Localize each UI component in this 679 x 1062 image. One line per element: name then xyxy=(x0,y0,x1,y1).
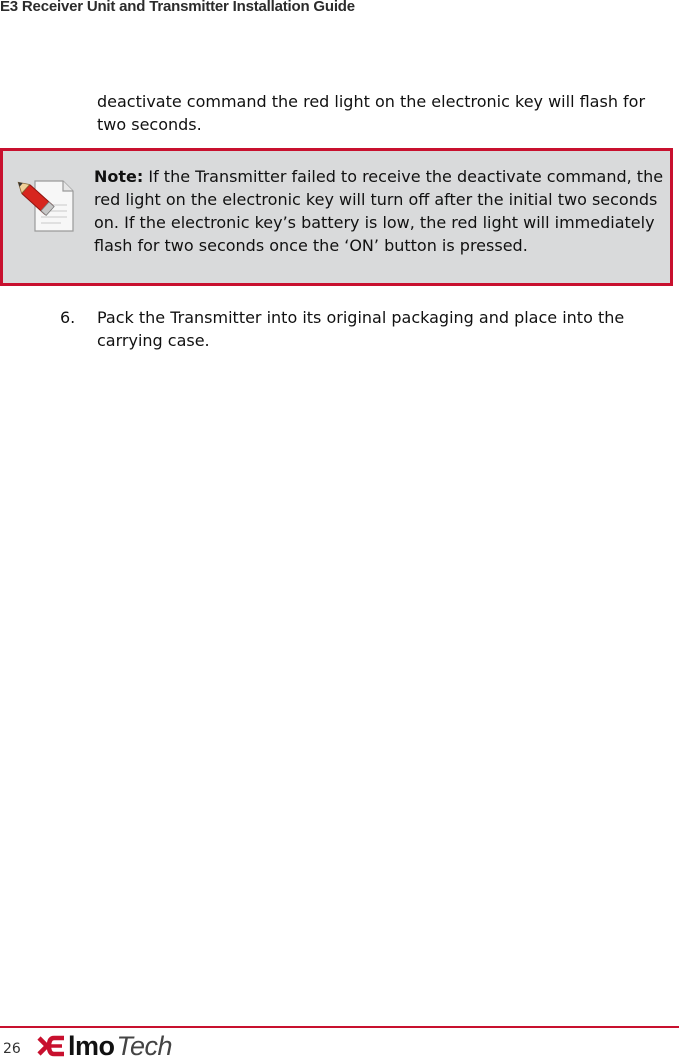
footer-divider xyxy=(0,1026,679,1028)
note-body: If the Transmitter failed to receive the deactivate command, the red light on the electronic key will turn off after the initial two seconds on. If the electronic key’s battery is low, the red light will immediately flash for two seconds once the ‘ON’ button is pressed. xyxy=(94,167,664,255)
logo-secondary-text: Tech xyxy=(116,1031,173,1061)
note-pencil-icon xyxy=(17,175,77,235)
note-text xyxy=(94,165,664,257)
step-text: Pack the Transmitter into its original packaging and place into the carrying case. xyxy=(97,308,625,350)
page-number: 26 xyxy=(3,1041,21,1057)
document-header-title: E3 Receiver Unit and Transmitter Installation Guide xyxy=(0,0,355,15)
continued-paragraph: deactivate command the red light on the electronic key will flash for two seconds. xyxy=(97,92,646,134)
note-callout xyxy=(0,148,673,286)
elmotech-logo-wordmark xyxy=(68,1032,172,1060)
elmotech-logo-mark-icon xyxy=(37,1034,67,1058)
elmotech-logo xyxy=(37,1031,172,1061)
logo-primary-text: lmo xyxy=(68,1031,115,1061)
note-label: Note: xyxy=(94,167,144,186)
step-number: 6. xyxy=(60,308,76,327)
